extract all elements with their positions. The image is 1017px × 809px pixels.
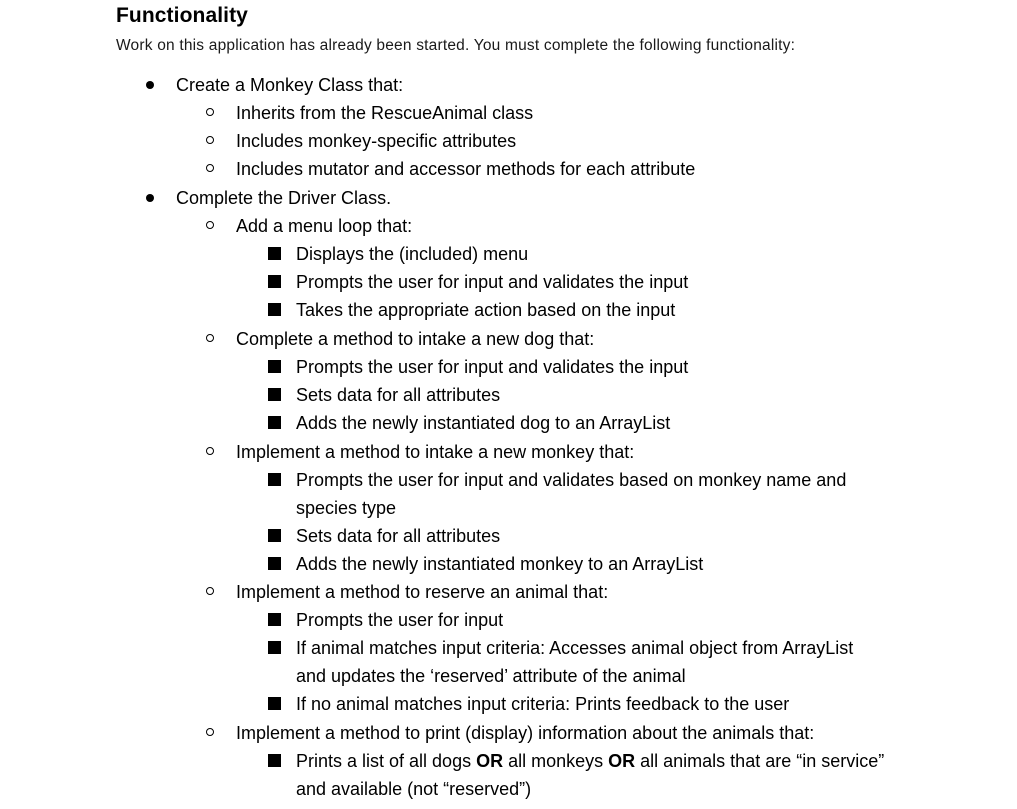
bullet-square-icon xyxy=(268,529,281,542)
list-item-level3: Adds the newly instantiated dog to an ArrayList xyxy=(296,413,671,433)
bullet-circle-icon xyxy=(206,334,214,342)
list-item-level2: Implement a method to intake a new monkey that: xyxy=(236,442,635,462)
list-item-level2: Includes mutator and accessor methods for each attribute xyxy=(236,159,696,179)
list-item-level1: Create a Monkey Class that: xyxy=(176,75,404,95)
bullet-square-icon xyxy=(268,275,281,288)
bullet-circle-icon xyxy=(206,728,214,736)
bullet-circle-icon xyxy=(206,447,214,455)
list-item-level3: Sets data for all attributes xyxy=(296,385,501,405)
list-item-level2: Implement a method to print (display) information about the animals that: xyxy=(236,723,815,743)
bullet-circle-icon xyxy=(206,108,214,116)
bullet-circle-icon xyxy=(206,164,214,172)
bullet-dot-icon xyxy=(146,194,154,202)
bold-or: OR xyxy=(608,751,636,771)
list-item-level3-continuation: and available (not “reserved”) xyxy=(296,779,532,799)
bullet-circle-icon xyxy=(206,587,214,595)
list-item-level3: Prompts the user for input and validates the input xyxy=(296,272,689,292)
list-item-level1: Complete the Driver Class. xyxy=(176,188,392,208)
bold-or: OR xyxy=(476,751,504,771)
list-item-level3: If animal matches input criteria: Accesses animal object from ArrayList xyxy=(296,638,854,658)
bullet-square-icon xyxy=(268,473,281,486)
list-item-level2: Complete a method to intake a new dog that: xyxy=(236,329,595,349)
bullet-square-icon xyxy=(268,247,281,260)
bullet-square-icon xyxy=(268,557,281,570)
bullet-square-icon xyxy=(268,416,281,429)
text-segment: all animals that are “in service” xyxy=(635,751,885,771)
list-item-level3 xyxy=(296,747,884,775)
list-item-level3: Displays the (included) menu xyxy=(296,244,529,264)
bullet-square-icon xyxy=(268,613,281,626)
list-item-level3-continuation: species type xyxy=(296,498,397,518)
list-item-level3: Prompts the user for input and validates based on monkey name and xyxy=(296,470,847,490)
bullet-dot-icon xyxy=(146,81,154,89)
list-item-level2: Inherits from the RescueAnimal class xyxy=(236,103,534,123)
list-item-level3: If no animal matches input criteria: Prints feedback to the user xyxy=(296,694,790,714)
section-heading: Functionality xyxy=(116,4,248,27)
list-item-level2: Add a menu loop that: xyxy=(236,216,413,236)
bullet-square-icon xyxy=(268,641,281,654)
list-item-level3: Prompts the user for input xyxy=(296,610,504,630)
list-item-level3: Adds the newly instantiated monkey to an ArrayList xyxy=(296,554,704,574)
list-item-level3: Sets data for all attributes xyxy=(296,526,501,546)
list-item-level2: Implement a method to reserve an animal that: xyxy=(236,582,609,602)
bullet-circle-icon xyxy=(206,136,214,144)
list-item-level3-continuation: and updates the ‘reserved’ attribute of the animal xyxy=(296,666,686,686)
bullet-square-icon xyxy=(268,388,281,401)
list-item-level2: Includes monkey-specific attributes xyxy=(236,131,517,151)
text-segment: Prints a list of all dogs xyxy=(296,751,477,771)
bullet-square-icon xyxy=(268,754,281,767)
list-item-level3: Prompts the user for input and validates the input xyxy=(296,357,689,377)
list-item-level3: Takes the appropriate action based on the input xyxy=(296,300,676,320)
intro-paragraph: Work on this application has already been started. You must complete the following functionality: xyxy=(116,37,796,54)
text-segment: all monkeys xyxy=(503,751,609,771)
bullet-square-icon xyxy=(268,303,281,316)
bullet-square-icon xyxy=(268,360,281,373)
bullet-circle-icon xyxy=(206,221,214,229)
bullet-square-icon xyxy=(268,697,281,710)
